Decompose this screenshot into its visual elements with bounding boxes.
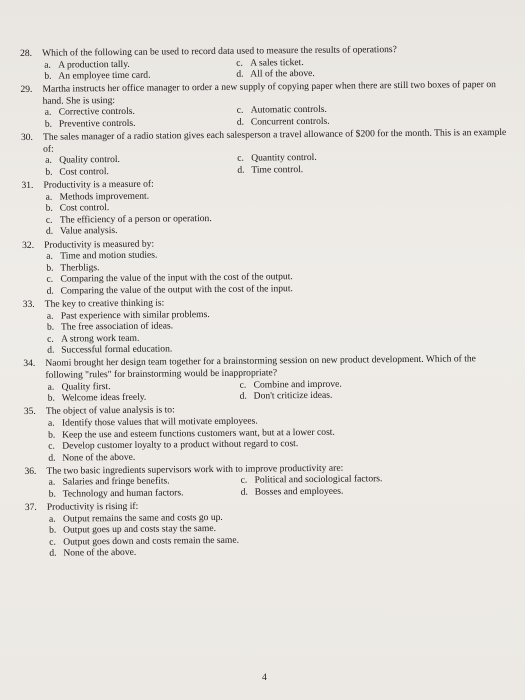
question-text: Which of the following can be used to record data used to measure the results of operations? [41, 44, 397, 59]
answer-options [22, 186, 517, 238]
option-letter: b. [45, 166, 53, 178]
option-letter: c. [237, 153, 244, 165]
option-letter: a. [44, 59, 51, 71]
option-letter: b. [48, 488, 56, 500]
option-text: Time and motion studies. [60, 249, 158, 262]
page-number: 4 [262, 672, 267, 683]
answer-option [44, 69, 236, 83]
option-text: Identify those values that will motivate employees. [61, 415, 258, 429]
option-letter: b. [45, 202, 53, 214]
question-item [25, 497, 521, 560]
option-letter: c. [240, 475, 248, 487]
question-number: 31. [21, 179, 34, 192]
answer-option [237, 162, 497, 176]
option-letter: d. [45, 226, 54, 238]
option-letter: c. [49, 536, 56, 548]
option-text: Comparing the value of the input with the cost of the output. [60, 271, 293, 285]
question-item [21, 127, 516, 179]
answer-option [48, 391, 240, 405]
option-letter: a. [45, 155, 52, 167]
answer-options [23, 376, 518, 404]
option-letter: c. [46, 333, 54, 345]
option-text: Concurrent controls. [250, 115, 330, 128]
answer-options [21, 150, 516, 178]
option-letter: d. [49, 548, 57, 560]
option-letter: c. [48, 440, 55, 452]
option-text: Corrective controls. [58, 106, 135, 119]
option-text: Don't criticize ideas. [253, 389, 333, 402]
option-text: The free association of ideas. [60, 320, 174, 333]
option-text: Quality control. [59, 154, 120, 166]
answer-options [20, 54, 515, 82]
option-text: Therbligs. [60, 261, 100, 274]
option-letter: d. [237, 164, 245, 176]
answer-options [24, 472, 519, 500]
option-text: Comparing the value of the output with the cost of the input. [60, 283, 293, 297]
option-text: The efficiency of a person or operation. [59, 212, 212, 226]
option-text: Quality first. [61, 380, 111, 393]
option-text: All of the above. [250, 68, 315, 80]
option-letter: b. [44, 70, 52, 82]
question-text: The object of value analysis is to: [45, 404, 175, 418]
option-letter: a. [44, 107, 52, 119]
question-list [20, 43, 520, 562]
question-number: 29. [20, 84, 33, 96]
option-text: Cost control. [59, 202, 110, 214]
option-text: Value analysis. [59, 225, 118, 237]
option-text: A production tally. [58, 58, 130, 71]
option-letter: a. [48, 477, 56, 489]
question-item [20, 43, 515, 83]
option-letter: d. [46, 285, 54, 297]
option-letter: a. [46, 310, 54, 322]
option-text: A strong work team. [60, 332, 140, 345]
question-text: Martha instructs her office manager to order a new supply of copying paper when there are still two boxes of paper on hand. She is using: [42, 79, 496, 107]
option-text: Keep the use and esteem functions customers want, but at a lower cost. [61, 426, 335, 441]
option-text: None of the above. [62, 451, 136, 464]
question-text: Productivity is a measure of: [43, 178, 154, 191]
question-number: 35. [23, 406, 36, 418]
option-text: Salaries and fringe benefits. [62, 475, 170, 488]
question-text: Productivity is rising if: [46, 500, 139, 513]
option-text: Cost control. [59, 166, 109, 178]
answer-options [22, 246, 517, 298]
question-number: 32. [22, 239, 35, 251]
answer-option [241, 484, 501, 498]
option-text: Develop customer loyalty to a product without regard to cost. [62, 438, 299, 452]
question-number: 33. [22, 298, 35, 310]
option-letter: c. [236, 105, 244, 117]
answer-option [49, 487, 241, 501]
option-text: An employee time card. [58, 69, 151, 82]
answer-option [237, 114, 497, 128]
option-letter: a. [48, 513, 56, 525]
question-text: The key to creative thinking is: [44, 297, 165, 310]
option-text: Welcome ideas freely. [61, 391, 147, 404]
question-text: Naomi brought her design team together for a brainstorming session on new product development. Which of the following "rules" for brainstorming would be inappropriate? [45, 353, 476, 381]
question-number: 36. [24, 465, 37, 477]
option-text: Political and sociological factors. [254, 473, 383, 486]
option-letter: c. [46, 273, 54, 286]
option-letter: a. [46, 250, 53, 262]
option-letter: c. [236, 57, 243, 69]
answer-options [21, 102, 516, 130]
option-letter: b. [47, 429, 56, 441]
answer-option [45, 165, 237, 179]
question-text: The sales manager of a radio station gives each salesperson a travel allowance of $200 for the month. This is an example of: [42, 127, 507, 155]
answer-option [236, 66, 496, 80]
question-number: 28. [20, 47, 33, 59]
option-text: Automatic controls. [250, 104, 327, 117]
option-text: Output goes up and costs stay the same. [62, 523, 217, 536]
option-text: Methods improvement. [59, 190, 150, 203]
option-letter: a. [47, 417, 55, 429]
option-letter: d. [236, 68, 244, 80]
option-text: Past experience with similar problems. [60, 308, 210, 322]
question-item [24, 461, 519, 501]
answer-options [23, 305, 518, 357]
question-item [24, 401, 520, 464]
question-item [20, 79, 515, 131]
option-letter: b. [48, 524, 57, 536]
option-letter: a. [47, 381, 55, 393]
option-letter: b. [44, 118, 53, 130]
option-letter: c. [45, 214, 53, 226]
answer-options [25, 508, 520, 560]
question-item [23, 353, 518, 405]
question-number: 34. [23, 358, 36, 370]
option-text: Successful formal education. [61, 343, 173, 356]
option-text: Time control. [251, 163, 304, 176]
option-letter: d. [239, 390, 247, 402]
option-letter: c. [239, 379, 247, 391]
option-text: Technology and human factors. [62, 487, 184, 500]
option-letter: d. [240, 486, 248, 498]
option-letter: b. [46, 262, 54, 274]
question-number: 37. [24, 501, 37, 514]
question-text: Productivity is measured by: [44, 238, 155, 251]
option-letter: d. [47, 345, 55, 357]
question-number: 30. [20, 132, 33, 144]
answer-option [240, 388, 500, 402]
question-item [23, 294, 519, 357]
option-letter: b. [46, 321, 55, 333]
option-text: Preventive controls. [58, 117, 136, 130]
answer-option [45, 117, 237, 131]
question-text: The two basic ingredients supervisors work with to improve productivity are: [46, 462, 344, 477]
option-text: A sales ticket. [250, 56, 304, 69]
option-text: Quantity control. [251, 152, 317, 164]
option-letter: d. [48, 452, 56, 464]
answer-options [24, 413, 519, 465]
option-text: Output remains the same and costs go up. [62, 511, 223, 525]
option-letter: a. [45, 191, 53, 203]
option-text: Output goes down and costs remain the same. [63, 534, 240, 548]
option-text: None of the above. [63, 547, 137, 560]
option-text: Combine and improve. [253, 378, 342, 391]
option-letter: d. [236, 116, 245, 128]
option-letter: b. [47, 392, 55, 404]
question-item [22, 234, 518, 297]
question-item [21, 175, 517, 238]
option-text: Bosses and employees. [254, 485, 344, 498]
